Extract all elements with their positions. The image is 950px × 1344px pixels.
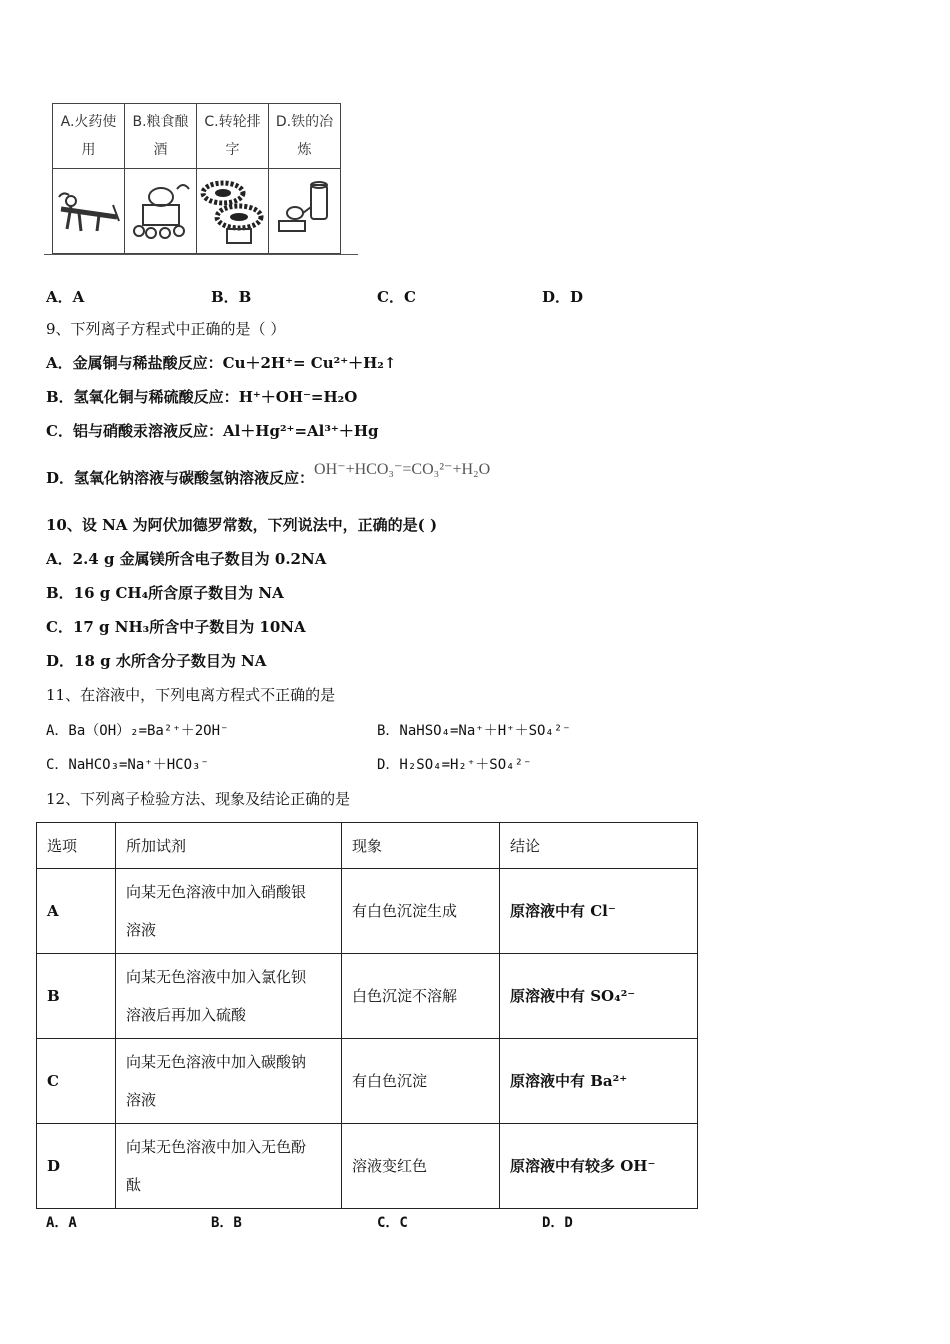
image-table-header-d: D.铁的冶 炼: [269, 104, 341, 169]
table-row: [37, 869, 698, 954]
gunpowder-icon: [53, 169, 125, 254]
table-cell-phenomenon: 有白色沉淀生成: [342, 869, 500, 954]
q8-choice-c[interactable]: C．C: [377, 288, 416, 306]
q12-choice-a[interactable]: A．A: [46, 1215, 77, 1231]
iron-smelting-icon: [269, 169, 341, 254]
table-cell-conclusion: 原溶液中有 SO₄²⁻: [500, 954, 698, 1039]
q10-stem: 10、设 NA 为阿伏加德罗常数，下列说法中，正确的是( ): [46, 516, 438, 534]
q10-option-a[interactable]: A．2.4 g 金属镁所含电子数目为 0.2NA: [46, 550, 327, 568]
image-table-header-b: B.粮食酿 酒: [125, 104, 197, 169]
table-row: [37, 954, 698, 1039]
q10-option-d[interactable]: D．18 g 水所含分子数目为 NA: [46, 652, 267, 670]
q8-choice-d[interactable]: D．D: [542, 288, 584, 306]
q11-option-d[interactable]: D．H₂SO₄=H₂⁺＋SO₄²⁻: [377, 757, 532, 773]
q9-option-c[interactable]: C．铝与硝酸汞溶液反应：Al＋Hg²⁺=Al³⁺＋Hg: [46, 422, 379, 440]
table-row: [37, 1039, 698, 1124]
q12-stem: 12、下列离子检验方法、现象及结论正确的是: [46, 790, 351, 808]
table-cell-conclusion: 原溶液中有 Cl⁻: [500, 869, 698, 954]
table-cell-phenomenon: 溶液变红色: [342, 1124, 500, 1209]
table-cell-option: A: [37, 869, 116, 954]
table-header-row: [37, 823, 698, 869]
q10-option-c[interactable]: C．17 g NH₃所含中子数目为 10NA: [46, 618, 306, 636]
q10-option-b[interactable]: B．16 g CH₄所含原子数目为 NA: [46, 584, 284, 602]
table-cell-reagent: 向某无色溶液中加入无色酚 酞: [116, 1124, 342, 1209]
table-cell-conclusion: 原溶液中有 Ba²⁺: [500, 1039, 698, 1124]
brewing-icon: [125, 169, 197, 254]
invention-image-table: [52, 103, 341, 254]
table-header-option: 选项: [37, 823, 116, 869]
q11-option-a[interactable]: A．Ba（OH）₂=Ba²⁺＋2OH⁻: [46, 723, 229, 739]
q12-table: [36, 822, 698, 1209]
q12-choice-c[interactable]: C．C: [377, 1215, 408, 1231]
table-header-phenomenon: 现象: [342, 823, 500, 869]
table-cell-reagent: 向某无色溶液中加入碳酸钠 溶液: [116, 1039, 342, 1124]
table-header-reagent: 所加试剂: [116, 823, 342, 869]
q9-stem: 9、下列离子方程式中正确的是（ ）: [46, 320, 286, 338]
table-cell-reagent: 向某无色溶液中加入氯化钡 溶液后再加入硫酸: [116, 954, 342, 1039]
q11-stem: 11、在溶液中，下列电离方程式不正确的是: [46, 686, 336, 704]
q12-choice-d[interactable]: D．D: [542, 1215, 573, 1231]
image-table-header-c: C.转轮排 字: [197, 104, 269, 169]
table-cell-phenomenon: 白色沉淀不溶解: [342, 954, 500, 1039]
table-row: [37, 1124, 698, 1209]
table-cell-option: B: [37, 954, 116, 1039]
table-header-conclusion: 结论: [500, 823, 698, 869]
rotary-type-icon: [197, 169, 269, 254]
table-cell-option: D: [37, 1124, 116, 1209]
q9-option-d[interactable]: D．氢氧化钠溶液与碳酸氢钠溶液反应：OH⁻+HCO₃⁻=CO₃²⁻+H₂O: [46, 461, 491, 487]
image-table-header-a: A.火药使 用: [53, 104, 125, 169]
q12-choice-b[interactable]: B．B: [211, 1215, 242, 1231]
table-cell-reagent: 向某无色溶液中加入硝酸银 溶液: [116, 869, 342, 954]
q11-option-c[interactable]: C．NaHCO₃=Na⁺＋HCO₃⁻: [46, 757, 209, 773]
table-cell-phenomenon: 有白色沉淀: [342, 1039, 500, 1124]
table-cell-conclusion: 原溶液中有较多 OH⁻: [500, 1124, 698, 1209]
image-table-baseline: [44, 254, 358, 255]
q9-option-b[interactable]: B．氢氧化铜与稀硫酸反应：H⁺＋OH⁻=H₂O: [46, 388, 358, 406]
q9-option-a[interactable]: A．金属铜与稀盐酸反应：Cu＋2H⁺= Cu²⁺＋H₂↑: [46, 354, 397, 372]
q8-choice-a[interactable]: A．A: [46, 288, 85, 306]
q11-option-b[interactable]: B．NaHSO₄=Na⁺＋H⁺＋SO₄²⁻: [377, 723, 571, 739]
q8-choice-b[interactable]: B．B: [211, 288, 252, 306]
table-cell-option: C: [37, 1039, 116, 1124]
